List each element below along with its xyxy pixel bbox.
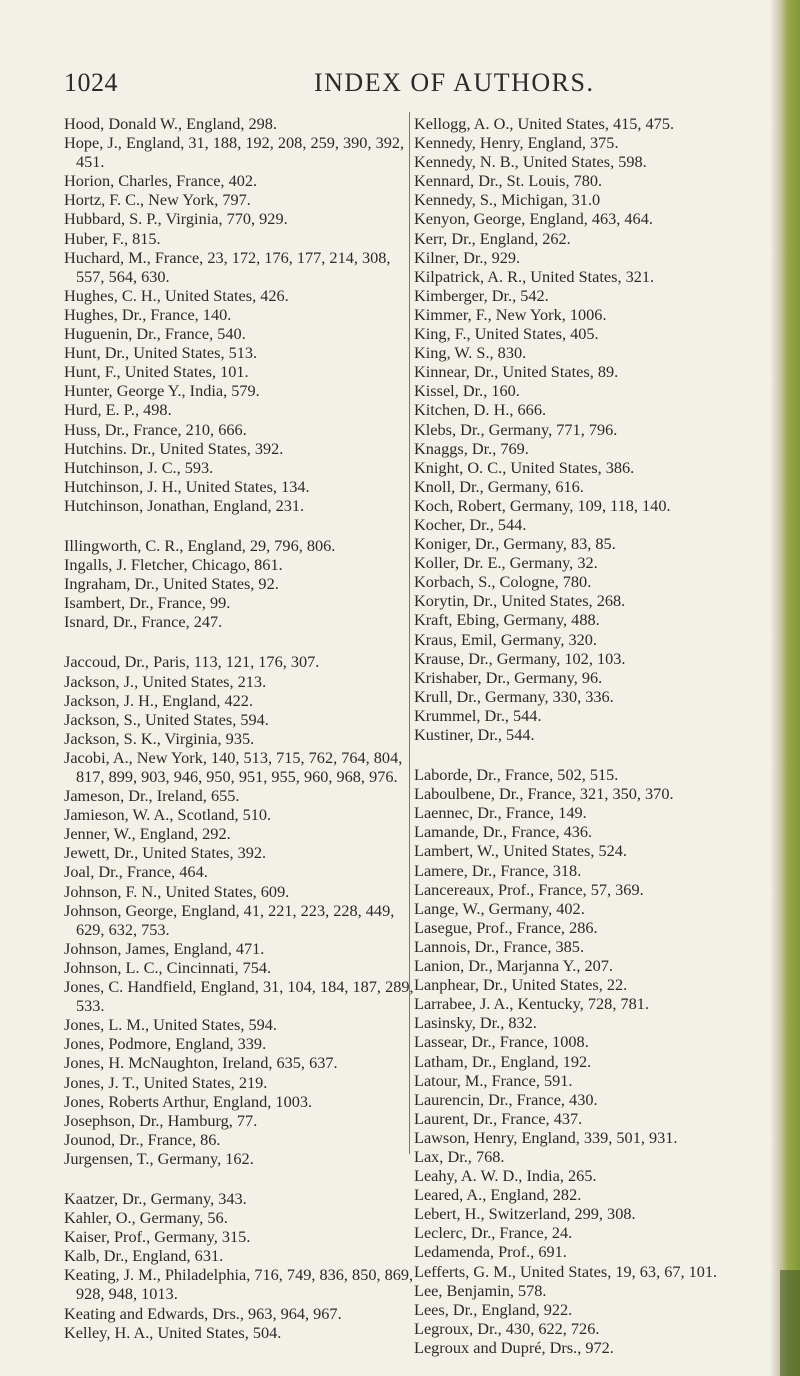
- index-column-right: [414, 114, 794, 1357]
- index-entry: Leared, A., England, 282.: [414, 1185, 582, 1205]
- index-entry: Kalb, Dr., England, 631.: [64, 1246, 224, 1266]
- index-entry: Johnson, L. C., Cincinnati, 754.: [64, 957, 272, 977]
- index-entry: Hunt, F., United States, 101.: [64, 362, 249, 382]
- index-entry: Jones, J. T., United States, 219.: [64, 1072, 268, 1092]
- index-entry: Hortz, F. C., New York, 797.: [64, 190, 251, 210]
- index-entry: Kennedy, Henry, England, 375.: [414, 133, 619, 153]
- index-entry: Hurd, E. P., 498.: [64, 400, 172, 420]
- index-entry: Legroux and Dupré, Drs., 972.: [414, 1337, 614, 1357]
- index-entry: Hutchinson, J. H., United States, 134.: [64, 476, 310, 496]
- index-entry: Jurgensen, T., Germany, 162.: [64, 1148, 254, 1168]
- index-entry: Jenner, W., England, 292.: [64, 824, 231, 844]
- index-entry: Isnard, Dr., France, 247.: [64, 612, 223, 632]
- index-entry: Kimberger, Dr., 542.: [414, 285, 549, 305]
- index-entry: Lees, Dr., England, 922.: [414, 1299, 573, 1319]
- index-entry: Klebs, Dr., Germany, 771, 796.: [414, 419, 618, 439]
- index-entry: Ledamenda, Prof., 691.: [414, 1242, 567, 1262]
- index-entry: Kenyon, George, England, 463, 464.: [414, 209, 653, 229]
- index-entry: Leahy, A. W. D., India, 265.: [414, 1166, 597, 1186]
- index-entry: Laennec, Dr., France, 149.: [414, 803, 587, 823]
- index-entry: Jones, Roberts Arthur, England, 1003.: [64, 1091, 313, 1111]
- index-entry: Jones, L. M., United States, 594.: [64, 1015, 277, 1035]
- index-entry: Ingalls, J. Fletcher, Chicago, 861.: [64, 555, 283, 575]
- index-entry: Kennedy, N. B., United States, 598.: [414, 152, 647, 172]
- index-entry: Hunter, George Y., India, 579.: [64, 381, 260, 401]
- index-entry: Jackson, S. K., Virginia, 935.: [64, 728, 255, 748]
- index-entry: Hughes, C. H., United States, 426.: [64, 285, 289, 305]
- running-title: INDEX OF AUTHORS.: [314, 68, 595, 97]
- index-entry: Lasegue, Prof., France, 286.: [414, 917, 598, 937]
- index-column-left: [64, 114, 414, 1342]
- index-entry: Lax, Dr., 768.: [414, 1146, 505, 1166]
- index-entry: Joal, Dr., France, 464.: [64, 862, 208, 882]
- section-gap: [64, 1168, 414, 1189]
- index-entry: Krull, Dr., Germany, 330, 336.: [414, 686, 614, 706]
- index-entry: Hubbard, S. P., Virginia, 770, 929.: [64, 209, 288, 229]
- index-entry: Hutchins. Dr., United States, 392.: [64, 438, 284, 458]
- index-entry: Krause, Dr., Germany, 102, 103.: [414, 648, 626, 668]
- index-entry: Jacobi, A., New York, 140, 513, 715, 762, 764, 804, 817, 899, 903, 946, 950, 951, 955, 960, 968, 976.: [64, 747, 403, 786]
- index-entry: Kennard, Dr., St. Louis, 780.: [414, 171, 603, 191]
- index-entry: Jackson, S., United States, 594.: [64, 709, 269, 729]
- index-entry: Jones, C. Handfield, England, 31, 104, 184, 187, 289, 533.: [64, 977, 414, 1016]
- index-entry: Jounod, Dr., France, 86.: [64, 1129, 221, 1149]
- index-entry: King, F., United States, 405.: [414, 324, 599, 344]
- index-entry: Knight, O. C., United States, 386.: [414, 457, 635, 477]
- index-entry: Kocher, Dr., 544.: [414, 514, 527, 534]
- index-entry: Johnson, James, England, 471.: [64, 938, 265, 958]
- index-entry: Hunt, Dr., United States, 513.: [64, 343, 258, 363]
- index-entry: Korbach, S., Cologne, 780.: [414, 572, 592, 592]
- index-entry: Kilner, Dr., 929.: [414, 247, 521, 267]
- index-entry: Hood, Donald W., England, 298.: [64, 114, 277, 133]
- index-entry: Laborde, Dr., France, 502, 515.: [414, 765, 619, 785]
- index-entry: Lasinsky, Dr., 832.: [414, 1013, 537, 1033]
- index-entry: Kraft, Ebing, Germany, 488.: [414, 610, 600, 630]
- index-entry: Kahler, O., Germany, 56.: [64, 1208, 228, 1228]
- index-entry: Koller, Dr. E., Germany, 32.: [414, 553, 598, 573]
- index-entry: Laurencin, Dr., France, 430.: [414, 1089, 598, 1109]
- index-entry: Knoll, Dr., Germany, 616.: [414, 476, 584, 496]
- index-entry: Latour, M., France, 591.: [414, 1070, 573, 1090]
- index-entry: Lancereaux, Prof., France, 57, 369.: [414, 879, 644, 899]
- index-entry: Kaatzer, Dr., Germany, 343.: [64, 1188, 247, 1208]
- index-entry: Kitchen, D. H., 666.: [414, 400, 547, 420]
- index-entry: Keating, J. M., Philadelphia, 716, 749, 836, 850, 869, 928, 948, 1013.: [64, 1265, 414, 1304]
- index-entry: Lefferts, G. M., United States, 19, 63, 67, 101.: [414, 1261, 718, 1281]
- index-entry: Lannois, Dr., France, 385.: [414, 936, 585, 956]
- index-entry: Kraus, Emil, Germany, 320.: [414, 629, 597, 649]
- index-entry: Laurent, Dr., France, 437.: [414, 1108, 583, 1128]
- index-entry: Kissel, Dr., 160.: [414, 381, 520, 401]
- index-entry: Jamieson, W. A., Scotland, 510.: [64, 805, 272, 825]
- index-entry: Kinnear, Dr., United States, 89.: [414, 362, 619, 382]
- index-entry: Leclerc, Dr., France, 24.: [414, 1223, 573, 1243]
- index-entry: Latham, Dr., England, 192.: [414, 1051, 592, 1071]
- index-entry: Jones, H. McNaughton, Ireland, 635, 637.: [64, 1053, 338, 1073]
- index-entry: Hutchinson, J. C., 593.: [64, 457, 214, 477]
- index-entry: Hutchinson, Jonathan, England, 231.: [64, 495, 305, 515]
- section-gap: [64, 515, 414, 536]
- index-entry: Illingworth, C. R., England, 29, 796, 806.: [64, 535, 336, 555]
- index-entry: Larrabee, J. A., Kentucky, 728, 781.: [414, 994, 649, 1014]
- section-gap: [414, 744, 794, 765]
- index-entry: Lamande, Dr., France, 436.: [414, 822, 593, 842]
- index-entry: Jameson, Dr., Ireland, 655.: [64, 786, 240, 806]
- index-entry: Lassear, Dr., France, 1008.: [414, 1032, 589, 1052]
- index-entry: Jones, Podmore, England, 339.: [64, 1034, 267, 1054]
- index-entry: Krummel, Dr., 544.: [414, 705, 542, 725]
- page-header: [64, 68, 764, 108]
- index-entry: Laboulbene, Dr., France, 321, 350, 370.: [414, 784, 674, 804]
- index-entry: Isambert, Dr., France, 99.: [64, 593, 231, 613]
- index-entry: King, W. S., 830.: [414, 343, 527, 363]
- index-entry: Josephson, Dr., Hamburg, 77.: [64, 1110, 258, 1130]
- index-entry: Lamere, Dr., France, 318.: [414, 860, 582, 880]
- index-entry: Hope, J., England, 31, 188, 192, 208, 259, 390, 392, 451.: [64, 133, 405, 172]
- index-entry: Koch, Robert, Germany, 109, 118, 140.: [414, 495, 671, 515]
- index-entry: Kaiser, Prof., Germany, 315.: [64, 1227, 251, 1247]
- index-entry: Kustiner, Dr., 544.: [414, 725, 535, 744]
- index-entry: Kerr, Dr., England, 262.: [414, 228, 571, 248]
- index-entry: Jackson, J. H., England, 422.: [64, 690, 254, 710]
- index-entry: Kennedy, S., Michigan, 31.0: [414, 190, 601, 210]
- index-entry: Hughes, Dr., France, 140.: [64, 304, 232, 324]
- index-entry: Knaggs, Dr., 769.: [414, 438, 529, 458]
- index-entry: Lee, Benjamin, 578.: [414, 1280, 547, 1300]
- index-entry: Lebert, H., Switzerland, 299, 308.: [414, 1204, 636, 1224]
- index-entry: Jewett, Dr., United States, 392.: [64, 843, 267, 863]
- index-entry: Huss, Dr., France, 210, 666.: [64, 419, 247, 439]
- index-entry: Jaccoud, Dr., Paris, 113, 121, 176, 307.: [64, 652, 320, 672]
- index-entry: Lanphear, Dr., United States, 22.: [414, 975, 628, 995]
- index-entry: Kimmer, F., New York, 1006.: [414, 304, 607, 324]
- index-entry: Johnson, George, England, 41, 221, 223, 228, 449, 629, 632, 753.: [64, 900, 395, 939]
- index-entry: Kilpatrick, A. R., United States, 321.: [414, 266, 655, 286]
- index-entry: Lambert, W., United States, 524.: [414, 841, 627, 861]
- index-entry: Huguenin, Dr., France, 540.: [64, 324, 246, 344]
- index-entry: Jackson, J., United States, 213.: [64, 671, 267, 691]
- index-entry: Krishaber, Dr., Germany, 96.: [414, 667, 603, 687]
- page-number: 1024: [64, 68, 118, 97]
- index-entry: Kellogg, A. O., United States, 415, 475.: [414, 114, 675, 133]
- index-entry: Lange, W., Germany, 402.: [414, 898, 585, 918]
- index-entry: Johnson, F. N., United States, 609.: [64, 881, 290, 901]
- index-entry: Keating and Edwards, Drs., 963, 964, 967.: [64, 1303, 342, 1323]
- index-entry: Korytin, Dr., United States, 268.: [414, 591, 626, 611]
- index-entry: Legroux, Dr., 430, 622, 726.: [414, 1318, 600, 1338]
- index-entry: Lawson, Henry, England, 339, 501, 931.: [414, 1127, 678, 1147]
- index-entry: Huber, F., 815.: [64, 228, 161, 248]
- index-entry: Kelley, H. A., United States, 504.: [64, 1322, 282, 1342]
- index-entry: Lanion, Dr., Marjanna Y., 207.: [414, 956, 613, 976]
- index-entry: Huchard, M., France, 23, 172, 176, 177, 214, 308, 557, 564, 630.: [64, 247, 391, 286]
- index-entry: Horion, Charles, France, 402.: [64, 171, 258, 191]
- index-entry: Koniger, Dr., Germany, 83, 85.: [414, 534, 616, 554]
- section-gap: [64, 631, 414, 652]
- index-entry: Ingraham, Dr., United States, 92.: [64, 574, 279, 594]
